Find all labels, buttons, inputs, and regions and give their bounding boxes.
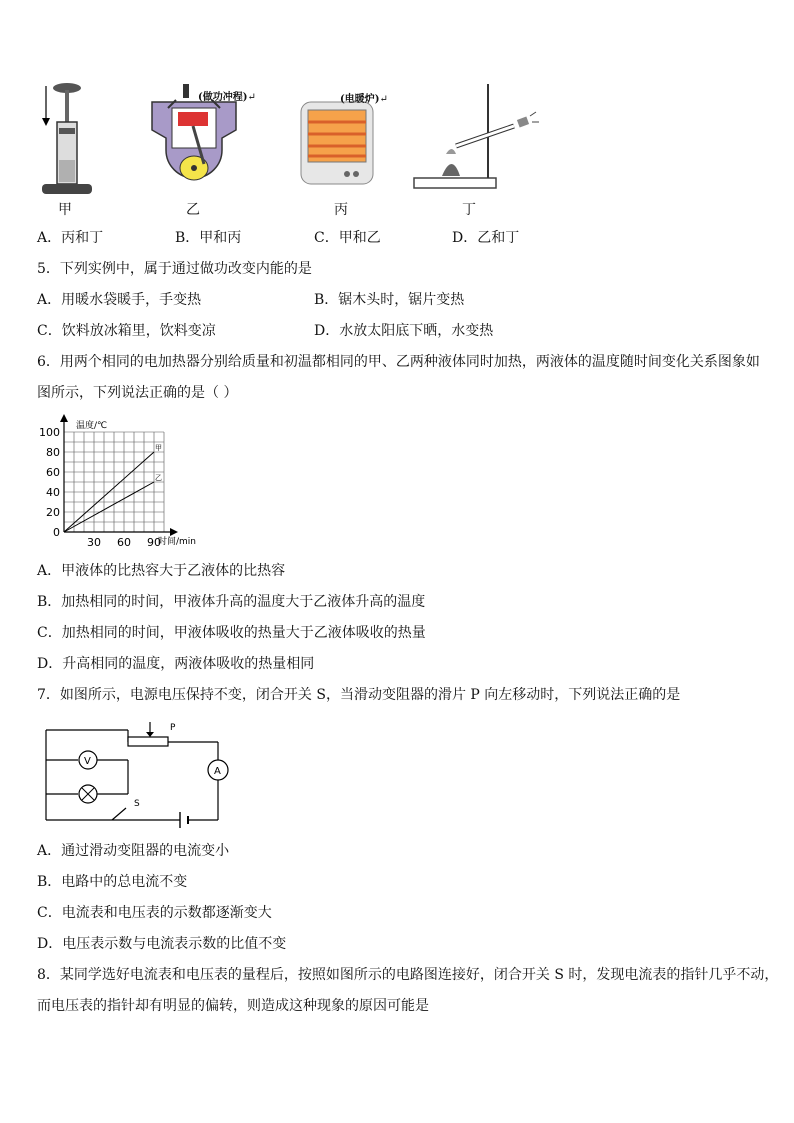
figure-bing-heater [300,98,374,188]
y-tick-label: 20 [46,506,60,519]
q5-option-d[interactable]: D．水放太阳底下晒，水变热 [314,323,494,339]
slider-label: P [170,723,176,733]
voltmeter-label: V [84,756,91,767]
figure-label-jia: 甲 [58,202,72,218]
figure-label-yi: 乙 [186,202,200,218]
series-line-乙 [64,482,154,532]
q6-option-c[interactable]: C．加热相同的时间，甲液体吸收的热量大于乙液体吸收的热量 [37,625,426,641]
q6-option-d[interactable]: D．升高相同的温度，两液体吸收的热量相同 [37,656,315,672]
q7-option-c[interactable]: C．电流表和电压表的示数都逐渐变大 [37,905,272,921]
x-tick-label: 90 [147,536,161,549]
y-tick-label: 40 [46,486,60,499]
figure-label-bing: 丙 [334,202,348,218]
q4-option-a[interactable]: A．丙和丁 [37,230,104,246]
rheostat [128,737,168,746]
figure-jia-pump [38,80,98,198]
figure-tag-yi: (做功冲程)↵ [198,92,256,103]
temperature-time-chart [30,414,210,550]
chart-grid [64,432,164,532]
q4-option-d[interactable]: D．乙和丁 [452,230,520,246]
q4-option-b[interactable]: B．甲和丙 [175,230,242,246]
q7-stem: 7．如图所示，电源电压保持不变，闭合开关 S，当滑动变阻器的滑片 P 向左移动时，下列说法正确的是 [37,687,681,703]
q8-stem-line1: 8．某同学选好电流表和电压表的量程后，按照如图所示的电路图连接好，闭合开关 S 时，发现电流表的指针几乎不动， [37,967,779,983]
figure-tag-bing: (电暖炉)↵ [340,94,388,105]
q5-option-b[interactable]: B．锯木头时，锯片变热 [314,292,465,308]
q7-option-d[interactable]: D．电压表示数与电流表示数的比值不变 [37,936,287,952]
ammeter-label: A [214,766,221,777]
switch [112,808,126,820]
q5-option-a[interactable]: A．用暖水袋暖手，手变热 [37,292,202,308]
q6-stem-line2: 图所示，下列说法正确的是（ ） [37,385,238,401]
switch-label: S [134,799,140,809]
x-tick-label: 30 [87,536,101,549]
y-tick-label: 100 [39,426,60,439]
q7-option-a[interactable]: A．通过滑动变阻器的电流变小 [37,843,230,859]
q6-option-b[interactable]: B．加热相同的时间，甲液体升高的温度大于乙液体升高的温度 [37,594,426,610]
x-tick-label: 60 [117,536,131,549]
q7-option-b[interactable]: B．电路中的总电流不变 [37,874,188,890]
q4-option-c[interactable]: C．甲和乙 [314,230,381,246]
chart-x-label: 时间/min [158,537,197,547]
series-label: 乙 [155,474,162,482]
figure-label-ding: 丁 [462,202,476,218]
y-tick-label: 60 [46,466,60,479]
chart-y-label: 温度/℃ [76,421,108,431]
y-tick-label: 80 [46,446,60,459]
q5-stem: 5．下列实例中，属于通过做功改变内能的是 [37,261,312,277]
q7-circuit-diagram [42,716,242,830]
figure-ding-stand [412,82,542,196]
y-tick-label: 0 [53,526,60,539]
q6-stem-line1: 6．用两个相同的电加热器分别给质量和初温都相同的甲、乙两种液体同时加热，两液体的温度随时间变化关系图象如 [37,354,760,370]
series-label: 甲 [155,444,162,452]
q5-option-c[interactable]: C．饮料放冰箱里，饮料变凉 [37,323,216,339]
q6-option-a[interactable]: A．甲液体的比热容大于乙液体的比热容 [37,563,286,579]
q8-stem-line2: 而电压表的指针却有明显的偏转，则造成这种现象的原因可能是 [37,998,429,1014]
